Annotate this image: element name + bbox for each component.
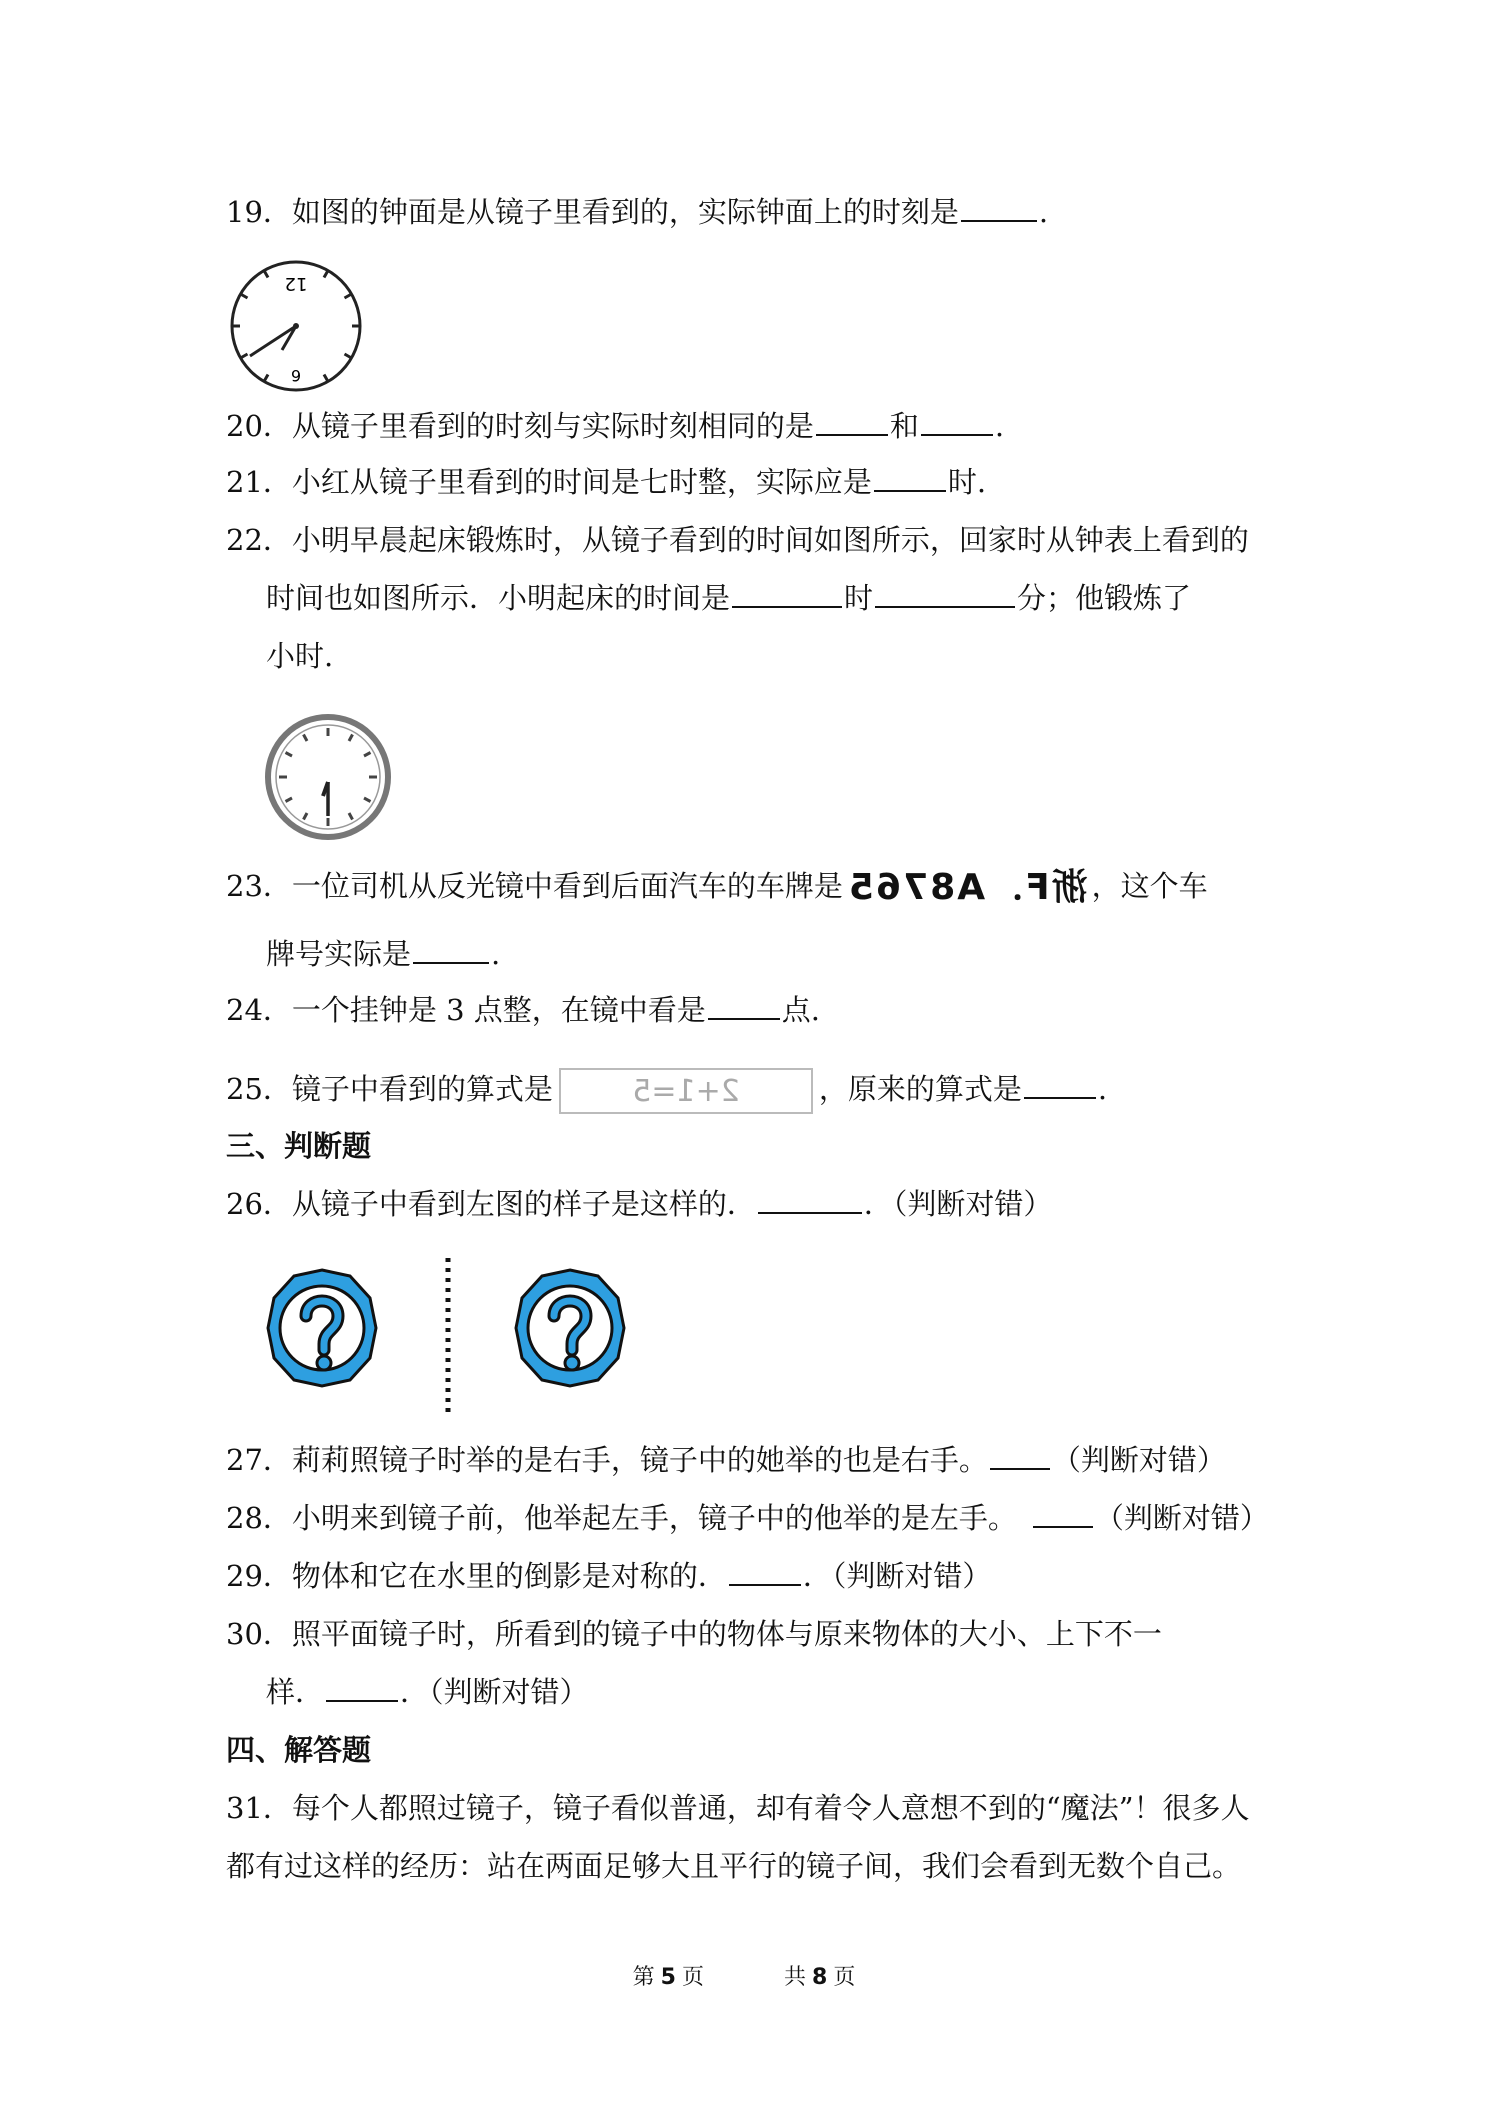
answer-blank[interactable] xyxy=(990,1442,1050,1470)
question-31-line-2: 都有过这样的经历：站在两面足够大且平行的镜子间，我们会看到无数个自己。 xyxy=(226,1849,1242,1883)
question-28: 28．小明来到镜子前，他举起左手，镜子中的他举的是左手。 （判断对错） xyxy=(226,1501,1269,1535)
answer-blank[interactable] xyxy=(758,1186,862,1214)
question-21: 21．小红从镜子里看到的时间是七时整，实际应是 时. xyxy=(226,465,987,499)
question-23-line-1: 23．一位司机从反光镜中看到后面汽车的车牌是 浙F．A8765 ，这个车 xyxy=(226,867,1208,908)
question-29: 29．物体和它在水里的倒影是对称的． ．（判断对错） xyxy=(226,1559,992,1593)
clock-numeral-12: 12 xyxy=(284,273,308,294)
question-badge-mirror-figure xyxy=(258,1258,638,1418)
question-badge-left xyxy=(268,1270,376,1386)
answer-blank[interactable] xyxy=(816,408,888,436)
question-22-line-1: 22．小明早晨起床锻炼时，从镜子看到的时间如图所示，回家时从钟表上看到的 xyxy=(226,523,1249,557)
question-22-line-2: 时间也如图所示．小明起床的时间是 时 分；他锻炼了 xyxy=(266,581,1192,615)
question-19: 19．如图的钟面是从镜子里看到的，实际钟面上的时刻是 . xyxy=(226,195,1049,229)
page-footer: 第 5 页 共 8 页 xyxy=(632,1965,856,1990)
clock-numeral-6: 6 xyxy=(290,366,302,385)
answer-blank[interactable] xyxy=(875,580,1015,608)
question-badge-right xyxy=(516,1270,624,1386)
answer-blank[interactable] xyxy=(708,992,780,1020)
mirrored-license-plate: 浙F．A8765 xyxy=(846,867,1088,908)
clock-minute-hand xyxy=(250,326,296,356)
mirrored-formula-image: 2+1=5 xyxy=(559,1068,813,1114)
current-page-number: 5 xyxy=(660,1965,676,1990)
answer-blank[interactable] xyxy=(961,194,1037,222)
section-heading-judgement: 三、判断题 xyxy=(226,1129,372,1163)
answer-blank[interactable] xyxy=(413,936,489,964)
answer-blank[interactable] xyxy=(729,1558,801,1586)
section-heading-answer: 四、解答题 xyxy=(226,1733,372,1767)
question-25: 25．镜子中看到的算式是 2+1=5 ，原来的算式是 . xyxy=(226,1068,1107,1114)
question-20: 20．从镜子里看到的时刻与实际时刻相同的是 和 . xyxy=(226,409,1005,443)
question-23-line-2: 牌号实际是 . xyxy=(266,937,501,971)
answer-blank[interactable] xyxy=(1024,1071,1096,1099)
question-24: 24．一个挂钟是 3 点整，在镜中看是 点. xyxy=(226,993,821,1027)
question-27: 27．莉莉照镜子时举的是右手，镜子中的她举的也是右手。 （判断对错） xyxy=(226,1443,1226,1477)
answer-blank[interactable] xyxy=(326,1674,398,1702)
question-30-line-1: 30．照平面镜子时，所看到的镜子中的物体与原来物体的大小、上下不一 xyxy=(226,1617,1162,1651)
mirrored-clock-figure-2 xyxy=(263,712,393,842)
answer-blank[interactable] xyxy=(921,408,993,436)
answer-blank[interactable] xyxy=(874,464,946,492)
question-31-line-1: 31．每个人都照过镜子，镜子看似普通，却有着令人意想不到的“魔法”！很多人 xyxy=(226,1791,1250,1825)
question-22-line-3: 小时. xyxy=(266,639,334,673)
mirrored-clock-figure-1 xyxy=(226,256,366,396)
question-30-line-2: 样． ．（判断对错） xyxy=(266,1675,589,1709)
answer-blank[interactable] xyxy=(732,580,842,608)
question-26: 26．从镜子中看到左图的样子是这样的． ．（判断对错） xyxy=(226,1187,1053,1221)
total-page-count: 8 xyxy=(812,1965,828,1990)
answer-blank[interactable] xyxy=(1033,1500,1093,1528)
